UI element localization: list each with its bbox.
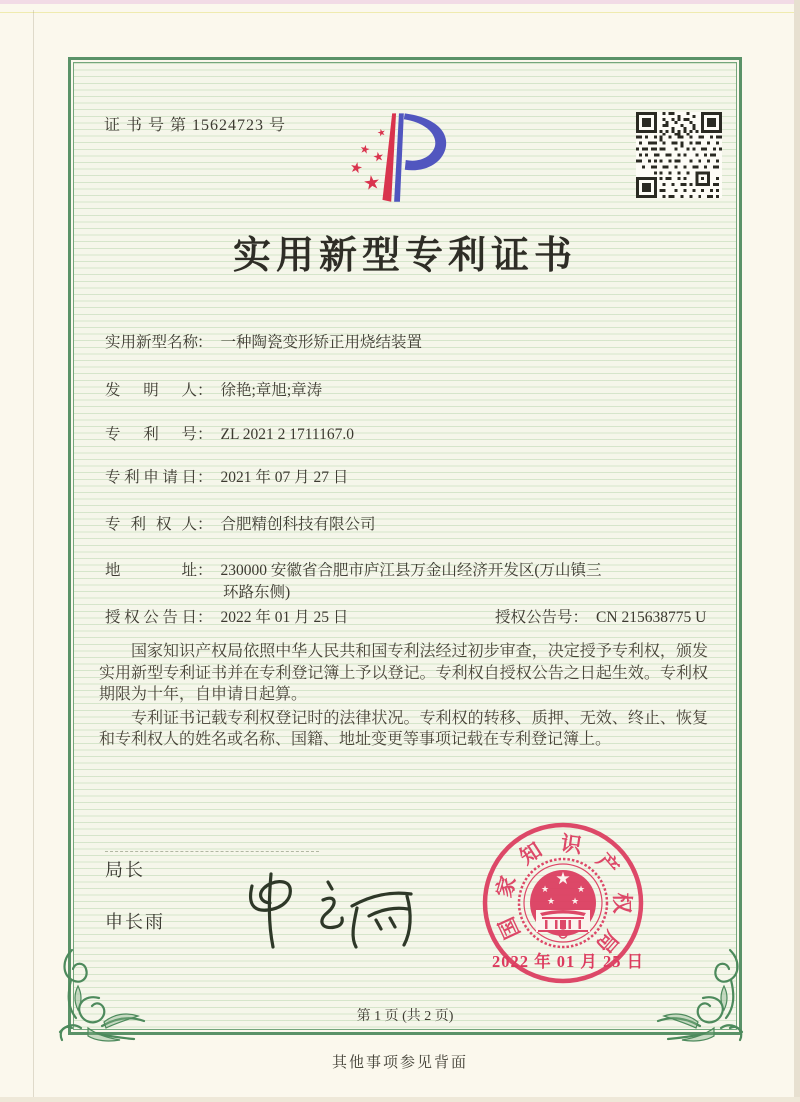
qr-code xyxy=(636,112,722,198)
seal-char: 产 xyxy=(591,848,624,881)
field-row-address xyxy=(105,558,602,580)
colon: ： xyxy=(197,516,213,533)
field-value: 2022 年 01 月 25 日 xyxy=(220,609,349,626)
corner-flourish-right-icon xyxy=(652,948,748,1044)
field-label: 专利号 xyxy=(105,426,197,443)
field-label: 实用新型名称 xyxy=(105,334,199,351)
back-note: 其他事项参见背面 xyxy=(331,1055,468,1071)
field-value: ZL 2021 2 1711167.0 xyxy=(220,426,354,443)
director-title: 局长 xyxy=(105,860,145,880)
field-value: 徐艳;章旭;章涛 xyxy=(220,382,323,399)
seal-char: 国 xyxy=(494,913,525,943)
svg-text:★: ★ xyxy=(361,170,383,196)
field-row-name xyxy=(105,330,422,352)
field-row-grant-no xyxy=(495,605,706,627)
svg-text:★: ★ xyxy=(576,885,586,895)
field-value: CN 215638775 U xyxy=(596,609,707,626)
svg-text:★: ★ xyxy=(376,126,388,140)
seal-char: 家 xyxy=(491,873,521,901)
director-name: 申长雨 xyxy=(105,912,165,932)
field-label: 专利权人 xyxy=(105,516,197,533)
seal-char: 权 xyxy=(610,892,634,914)
seal-date: 2022 年 01 月 25 日 xyxy=(492,952,645,971)
svg-text:★: ★ xyxy=(570,897,580,907)
scan-edge-right xyxy=(794,0,800,1102)
field-row-patent-no xyxy=(105,422,354,444)
field-value-address-line2: 环路东侧) xyxy=(223,584,291,601)
scan-edge-left xyxy=(33,10,34,1102)
body-paragraph-1: 国家知识产权局依照中华人民共和国专利法经过初步审查，决定授予专利权，颁发实用新型专利证书并在专利登记簿上予以登记。专利权自授权公告之日起生效。专利权期限为十年，自申请日起算。 xyxy=(99,643,708,704)
field-row-grant-date xyxy=(105,605,348,627)
colon: ： xyxy=(197,334,213,351)
certificate-number: 证 书 号 第 15624723 号 xyxy=(104,117,287,134)
colon: ： xyxy=(197,382,213,399)
scan-edge-line xyxy=(0,12,800,13)
signature-icon xyxy=(224,846,424,958)
field-value: 230000 安徽省合肥市庐江县万金山经济开发区(万山镇三 xyxy=(220,562,602,579)
scan-edge-bottom xyxy=(0,1097,800,1102)
field-value: 一种陶瓷变形矫正用烧结装置 xyxy=(220,334,423,351)
page-number: 第 1 页 (共 2 页) xyxy=(356,1009,454,1024)
national-emblem-icon xyxy=(519,859,607,947)
svg-text:★: ★ xyxy=(555,869,571,889)
seal-char: 知 xyxy=(515,837,547,870)
colon: ： xyxy=(197,469,213,486)
field-row-inventor xyxy=(105,378,322,400)
body-paragraph-2: 专利证书记载专利权登记时的法律状况。专利权的转移、质押、无效、终止、恢复和专利权人的姓名或名称、国籍、地址变更等事项记载在专利登记簿上。 xyxy=(99,709,708,749)
svg-text:★: ★ xyxy=(546,897,556,907)
colon: ： xyxy=(197,426,213,443)
field-label: 专利申请日 xyxy=(105,469,197,486)
seal-char: 局 xyxy=(591,925,624,958)
svg-text:★: ★ xyxy=(358,141,372,158)
colon: ： xyxy=(197,562,213,579)
corner-flourish-left-icon xyxy=(54,948,150,1044)
svg-text:★: ★ xyxy=(371,148,386,165)
colon: ： xyxy=(197,609,213,626)
svg-text:★: ★ xyxy=(540,885,550,895)
cnipa-logo-icon xyxy=(330,106,466,216)
field-label: 地址 xyxy=(105,562,197,579)
seal-char: 识 xyxy=(559,831,584,858)
scan-edge-top xyxy=(0,0,800,4)
field-value: 合肥精创科技有限公司 xyxy=(220,516,376,533)
body-text xyxy=(99,641,708,753)
field-row-patentee xyxy=(105,512,376,534)
field-row-filing-date xyxy=(105,465,348,487)
field-label: 发明人 xyxy=(105,382,197,399)
field-value: 2021 年 07 月 27 日 xyxy=(220,469,349,486)
field-label: 授权公告号 xyxy=(495,609,573,626)
svg-text:★: ★ xyxy=(347,158,365,178)
colon: ： xyxy=(572,609,589,626)
field-label: 授权公告日 xyxy=(105,609,197,626)
certificate-title: 实用新型专利证书 xyxy=(232,235,577,277)
